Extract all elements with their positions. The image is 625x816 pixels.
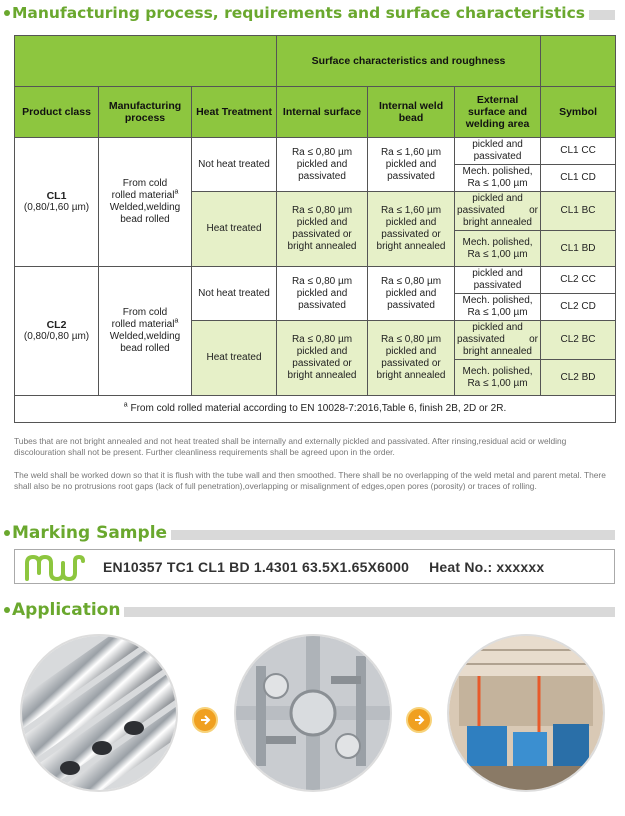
process-line: bead rolled — [120, 343, 170, 354]
section-header-marking — [4, 522, 615, 544]
cell-line: bright annealed — [463, 217, 532, 228]
section-header-application — [4, 599, 615, 621]
cell-line: pickled and — [385, 158, 437, 170]
symbol-cell: CL1 CD — [541, 165, 616, 192]
external-surface-cell — [455, 165, 541, 192]
heat-treatment-cell: Heat treated — [192, 321, 277, 396]
process-text: rolled material — [111, 319, 175, 330]
cell-line: Ra ≤ 0,80 µm — [291, 275, 353, 287]
process-cell — [99, 267, 192, 396]
symbol-cell: CL1 BD — [541, 231, 616, 267]
col-header: Symbol — [541, 87, 616, 138]
class-name: CL2 — [46, 319, 67, 331]
cell-line: pickled and — [296, 217, 348, 228]
external-surface-cell — [455, 267, 541, 294]
cell-line: pickled and — [385, 217, 437, 228]
process-line: From cold — [122, 307, 168, 318]
cell-word: passivated — [457, 334, 505, 345]
cell-line — [457, 205, 538, 217]
cell-line: Ra ≤ 1,00 µm — [467, 377, 528, 389]
footnote-marker: a — [174, 317, 179, 325]
symbol-cell: CL2 CD — [541, 294, 616, 321]
section-title: Manufacturing process, requirements and surface characteristics — [12, 4, 585, 22]
class-range: (0,80/1,60 µm) — [23, 202, 90, 213]
marking-code: EN10357 TC1 CL1 BD 1.4301 63.5X1.65X6000 — [103, 558, 410, 575]
body-paragraph: The weld shall be worked down so that it is flush with the tube wall and then smoothed. There shall be no overlapping of the weld metal and parent metal. There shall also be no protrusions root gaps (lack of full penetration),overlapping or misalignment of edges,open pores (porosity) or traces of rolling. — [14, 470, 606, 491]
symbol-cell: CL1 BC — [541, 192, 616, 231]
arrow-right-icon — [406, 707, 432, 733]
col-header: Heat Treatment — [192, 87, 277, 138]
process-text: rolled material — [111, 190, 175, 201]
col-header: Internal surface — [277, 87, 368, 138]
class-range: (0,80/0,80 µm) — [23, 331, 90, 342]
col-header: Product class — [15, 87, 99, 138]
process-line — [101, 190, 189, 202]
heat-treatment-cell: Not heat treated — [192, 267, 277, 321]
process-line: bead rolled — [120, 214, 170, 225]
bullet-dot-icon — [4, 10, 10, 16]
cell-line: passivated or — [292, 358, 352, 369]
cell-line: pickled and — [385, 346, 437, 357]
marking-sample-box — [14, 549, 615, 584]
cell-line: Ra ≤ 1,60 µm — [380, 205, 442, 216]
section-title: Marking Sample — [12, 523, 168, 543]
cell-line: passivated or — [381, 358, 441, 369]
class-name: CL1 — [46, 190, 67, 202]
internal-surface-cell — [277, 192, 368, 267]
weld-bead-cell — [368, 321, 455, 396]
cell-line: bright annealed — [376, 370, 446, 381]
symbol-cell: CL2 CC — [541, 267, 616, 294]
process-line: From cold — [122, 178, 168, 189]
footnote-text: From cold rolled material according to EN 10028-7:2016,Table 6, finish 2B, 2D or 2R. — [127, 403, 507, 414]
process-line: Welded,welding — [109, 331, 181, 342]
col-header: External surface and welding area — [455, 87, 541, 138]
cell-line: pickled and — [472, 322, 523, 333]
spec-table — [14, 35, 616, 423]
section-title: Application — [12, 600, 121, 620]
cell-line: Mech. polished, — [462, 236, 533, 248]
cell-line: passivated — [387, 299, 435, 311]
cell-line: passivated or — [292, 229, 352, 240]
cell-line: bright annealed — [376, 241, 446, 252]
body-paragraph: Tubes that are not bright annealed and not heat treated shall be internally and externally pickled and passivated. After rinsing,residual acid or welding discolouration shall not be present. Further cleanliness requirements shall be agreed upon in the order. — [14, 436, 567, 457]
footnote-marker: a — [123, 401, 128, 409]
external-surface-cell — [455, 138, 541, 165]
cell-line: Ra ≤ 1,00 µm — [467, 307, 528, 318]
cell-line: bright annealed — [287, 241, 357, 252]
header-blank — [541, 36, 616, 87]
header-blank — [15, 36, 277, 87]
cell-line: Ra ≤ 1,00 µm — [467, 248, 528, 260]
process-cell — [99, 138, 192, 267]
weld-bead-cell — [368, 267, 455, 321]
heat-treatment-cell: Not heat treated — [192, 138, 277, 192]
factory-plant-image — [447, 634, 605, 792]
heat-number: Heat No.: xxxxxx — [429, 558, 545, 575]
section-header-process — [4, 2, 615, 24]
external-surface-cell — [455, 360, 541, 396]
cell-line: Ra ≤ 1,60 µm — [380, 146, 442, 158]
cell-line: pickled and — [472, 139, 523, 150]
cell-line: passivated — [387, 170, 435, 182]
cell-line: Ra ≤ 1,00 µm — [467, 178, 528, 189]
col-header: Manufacturing process — [99, 87, 192, 138]
cell-word: passivated — [457, 205, 505, 216]
cell-line: Mech. polished, — [462, 166, 533, 177]
footnote-marker: a — [174, 188, 179, 196]
cell-word: or — [529, 205, 539, 216]
cell-line: bright annealed — [463, 346, 532, 357]
cell-line — [457, 334, 538, 346]
cell-line: pickled and — [472, 268, 523, 279]
internal-surface-cell — [277, 138, 368, 192]
mw-logo-icon — [23, 553, 87, 581]
symbol-cell: CL2 BD — [541, 360, 616, 396]
external-surface-cell — [455, 294, 541, 321]
internal-surface-cell — [277, 267, 368, 321]
cell-line: passivated — [298, 299, 346, 311]
piping-valves-image — [234, 634, 392, 792]
col-header: Internal weld bead — [368, 87, 455, 138]
section-divider — [171, 530, 615, 540]
cell-line: passivated — [473, 280, 522, 291]
internal-surface-cell — [277, 321, 368, 396]
bullet-dot-icon — [4, 607, 10, 613]
cell-line: passivated — [298, 170, 346, 182]
external-surface-cell — [455, 321, 541, 360]
cell-line: Mech. polished, — [462, 365, 533, 377]
heat-treatment-cell: Heat treated — [192, 192, 277, 267]
cell-line: pickled and — [296, 158, 348, 170]
steel-tubes-image — [20, 634, 178, 792]
cell-line: Ra ≤ 0,80 µm — [291, 205, 353, 216]
cell-line: bright annealed — [287, 370, 357, 381]
external-surface-cell — [455, 192, 541, 231]
symbol-cell: CL1 CC — [541, 138, 616, 165]
group-header: Surface characteristics and roughness — [277, 36, 541, 87]
cell-line: passivated — [473, 151, 522, 162]
cell-word: or — [529, 334, 539, 345]
process-line — [101, 319, 189, 331]
cell-line: pickled and — [472, 193, 523, 204]
product-class-cell — [15, 267, 99, 396]
cell-line: passivated or — [381, 229, 441, 240]
external-surface-cell — [455, 231, 541, 267]
product-class-cell — [15, 138, 99, 267]
cell-line: Ra ≤ 0,80 µm — [291, 334, 353, 345]
cell-line: pickled and — [296, 346, 348, 357]
arrow-right-icon — [192, 707, 218, 733]
section-divider — [589, 10, 615, 20]
weld-bead-cell — [368, 138, 455, 192]
cell-line: Ra ≤ 0,80 µm — [380, 275, 442, 287]
table-footnote — [15, 396, 616, 423]
cell-line: Ra ≤ 0,80 µm — [291, 146, 353, 158]
cell-line: Ra ≤ 0,80 µm — [380, 334, 442, 345]
cell-line: Mech. polished, — [462, 295, 533, 306]
symbol-cell: CL2 BC — [541, 321, 616, 360]
process-line: Welded,welding — [109, 202, 181, 213]
weld-bead-cell — [368, 192, 455, 267]
cell-line: pickled and — [296, 287, 348, 299]
bullet-dot-icon — [4, 530, 10, 536]
cell-line: pickled and — [385, 287, 437, 299]
section-divider — [124, 607, 615, 617]
